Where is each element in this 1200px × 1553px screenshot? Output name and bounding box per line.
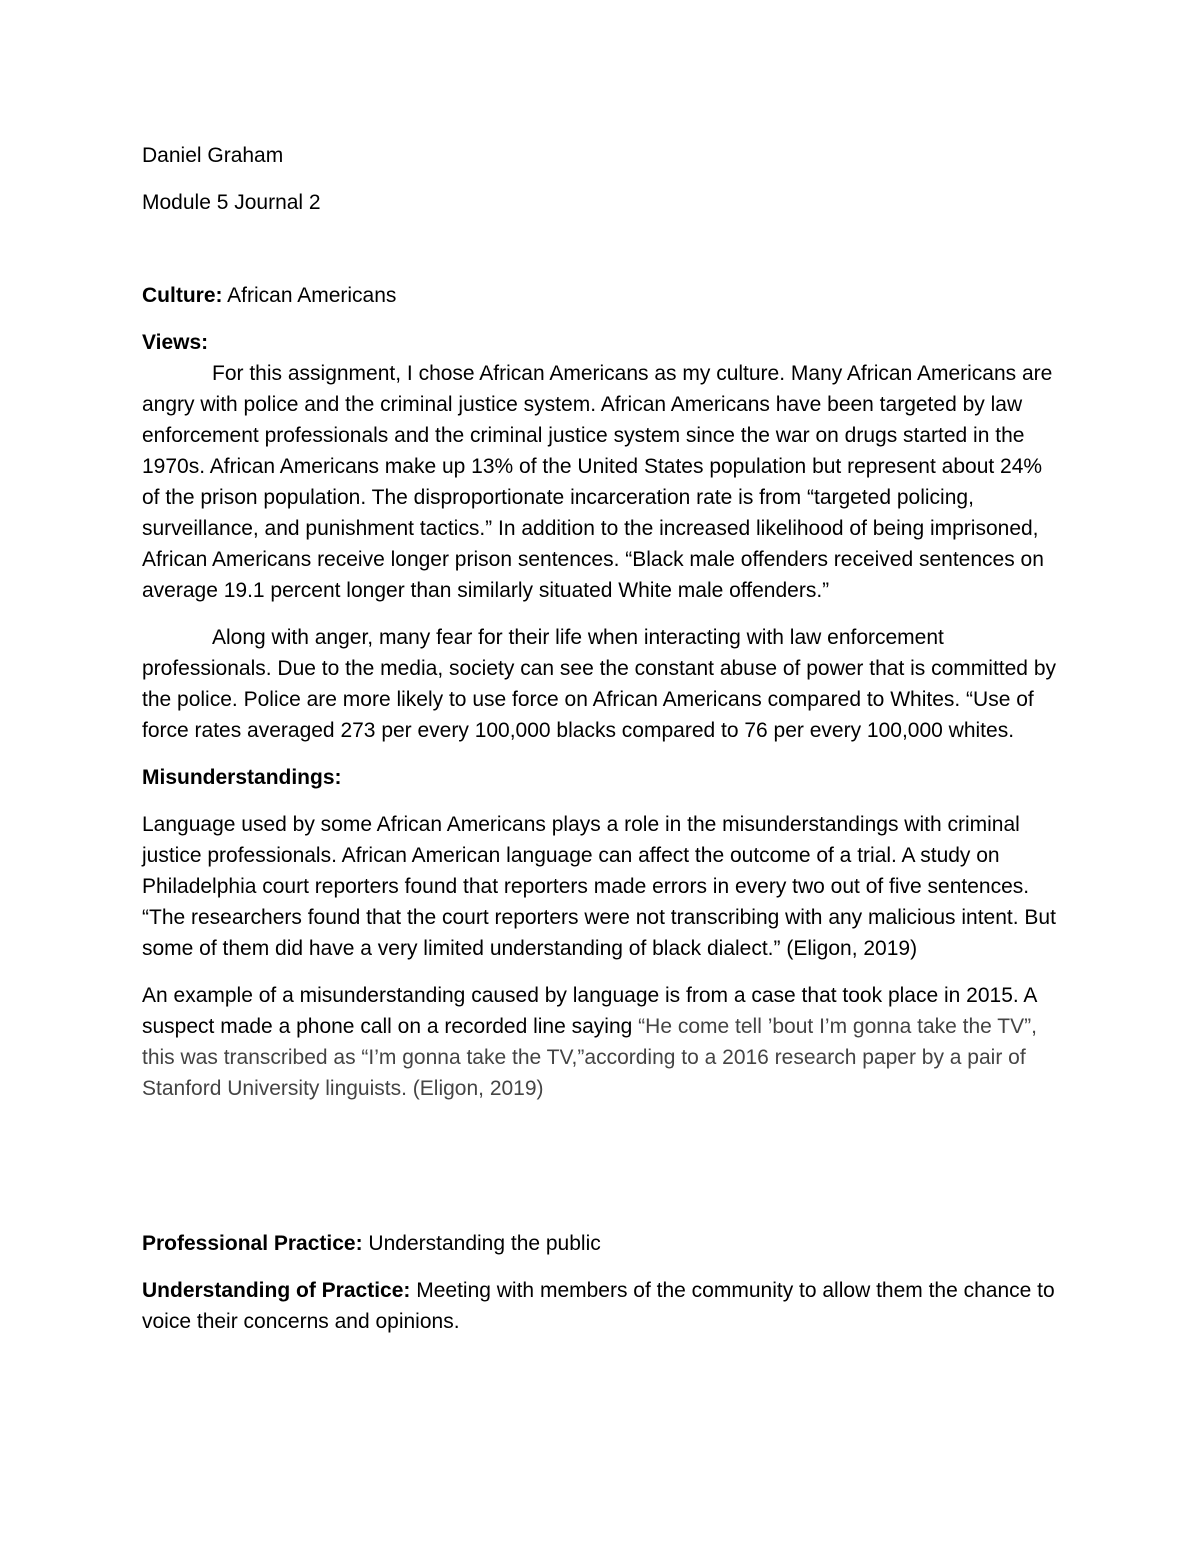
professional-practice-label: Professional Practice:: [142, 1232, 363, 1255]
culture-line: [142, 280, 1062, 311]
author-name: Daniel Graham: [142, 144, 284, 167]
professional-practice-line: [142, 1228, 1062, 1259]
misunderstandings-paragraph-2-lead: An example of a misunderstanding caused by language is from a case that took place in 2015. A suspect made a phone call on a recorded line saying: [142, 984, 1037, 1038]
views-heading: Views:: [142, 331, 209, 354]
views-paragraph-2: Along with anger, many fear for their life when interacting with law enforcement professionals. Due to the media, society can see the constant abuse of power that is committed by the police. Police are more likely to use force on African Americans compared to Whites. “Use of force rates averaged 273 per every 100,000 blacks compared to 76 per every 100,000 whites.: [142, 626, 1056, 742]
understanding-of-practice-line: [142, 1275, 1062, 1337]
views-paragraph-1: For this assignment, I chose African Americans as my culture. Many African Americans are angry with police and the criminal justice system. African Americans have been targeted by law enforcement professionals and the criminal justice system since the war on drugs started in the 1970s. African Americans make up 13% of the United States population but represent about 24% of the prison population. The disproportionate incarceration rate is from “targeted policing, surveillance, and punishment tactics.” In addition to the increased likelihood of being imprisoned, African Americans receive longer prison sentences. “Black male offenders received sentences on average 19.1 percent longer than similarly situated White male offenders.”: [142, 362, 1053, 602]
quoted-transcript-text: “He come tell ’bout I’m gonna take the TV”, this was transcribed as “I’m gonna take the TV,”according to a 2016 research paper by a pair of Stanford University linguists. (Eligon, 2019): [142, 1015, 1037, 1100]
culture-label: Culture:: [142, 284, 223, 307]
misunderstandings-paragraph-2: [142, 980, 1062, 1104]
understanding-of-practice-value: Meeting with members of the community to allow them the chance to voice their concerns and opinions.: [142, 1279, 1055, 1333]
understanding-of-practice-label: Understanding of Practice:: [142, 1279, 411, 1302]
misunderstandings-heading: Misunderstandings:: [142, 766, 342, 789]
assignment-title: Module 5 Journal 2: [142, 191, 321, 214]
document-body: [142, 140, 1062, 1337]
culture-value: African Americans: [222, 284, 397, 307]
professional-practice-value: Understanding the public: [362, 1232, 601, 1255]
misunderstandings-paragraph-1: Language used by some African Americans plays a role in the misunderstandings with criminal justice professionals. African American language can affect the outcome of a trial. A study on Philadelphia court reporters found that reporters made errors in every two out of five sentences. “The researchers found that the court reporters were not transcribing with any malicious intent. But some of them did have a very limited understanding of black dialect.” (Eligon, 2019): [142, 813, 1056, 960]
